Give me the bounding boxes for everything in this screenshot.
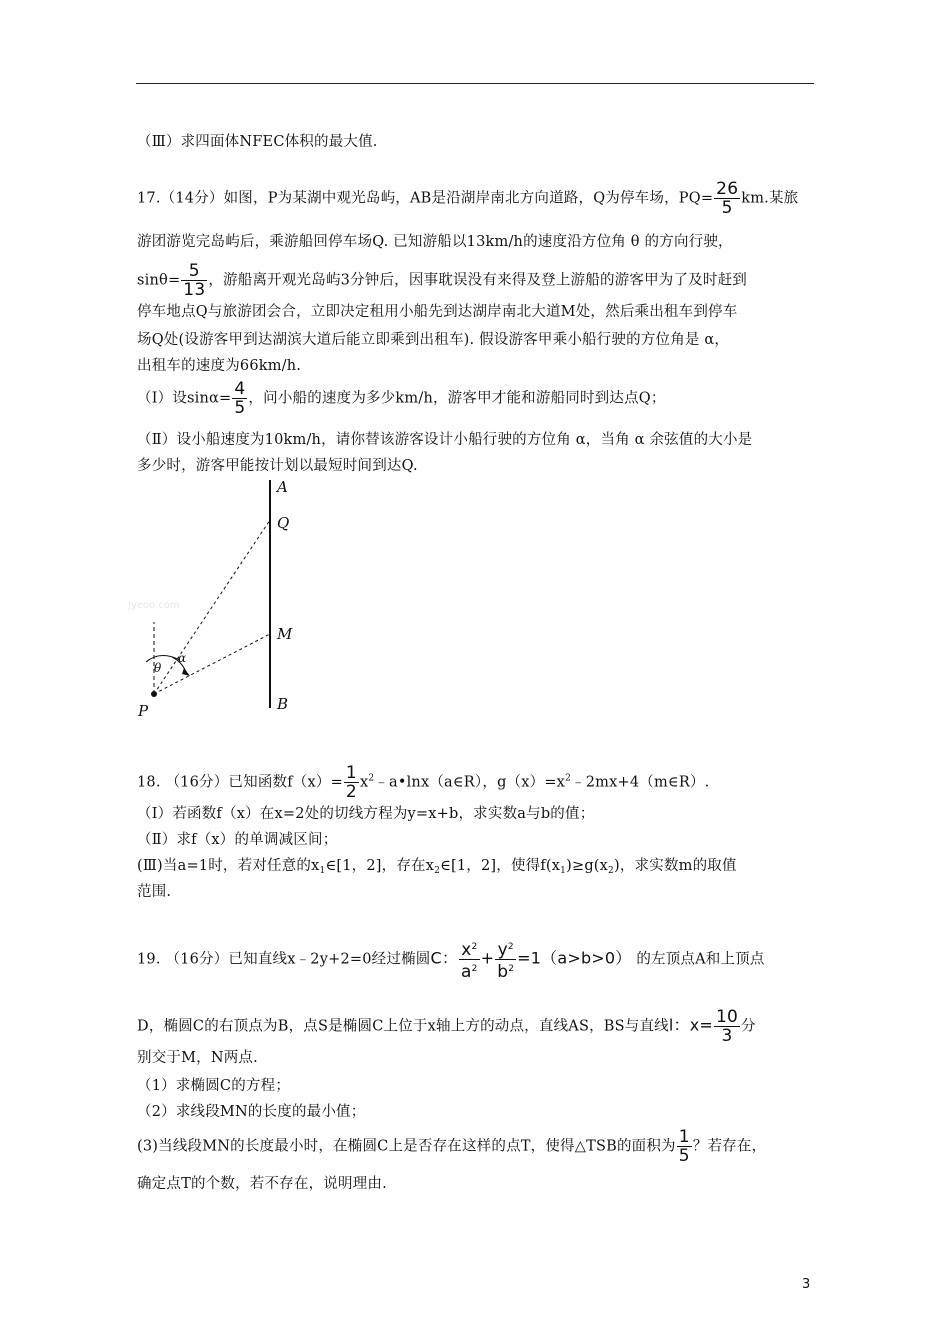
label-theta: θ: [154, 661, 162, 675]
q19-part2: （2）求线段MN的长度的最小值；: [137, 1104, 366, 1120]
x-value-fraction: $\frac{10}{3}$: [716, 1007, 739, 1046]
q16-part3: （Ⅲ）求四面体NFEC体积的最大值.: [137, 134, 378, 150]
q19-part3-line-2: 确定点T的个数，若不存在，说明理由.: [137, 1176, 387, 1192]
q18-part2: （Ⅱ）求f（x）的单调减区间；: [137, 832, 338, 848]
q17-line-6: 出租车的速度为66km/h.: [137, 358, 302, 374]
label-q: Q: [277, 514, 290, 532]
q17-part2-line-1: （Ⅱ）设小船速度为10km/h，请你替该游客设计小船行驶的方位角 α，当角 α 余弦值的大小是: [137, 432, 753, 448]
q17-part1: （Ⅰ）设sinα= $\frac{4}{5}$ ，问小船的速度为多少km/h，游客甲才能和游船同时到达点Q；: [137, 379, 666, 418]
label-b: B: [277, 695, 289, 713]
y2-over-b2: $\frac{y^2}{b^2}$: [497, 940, 515, 982]
q17-part2-line-2: 多少时，游客甲能按计划以最短时间到达Q.: [137, 458, 418, 474]
label-alpha: α: [178, 651, 187, 665]
half-fraction: $\frac{1}{2}$: [345, 763, 357, 802]
q18-part1: （Ⅰ）若函数f（x）在x=2处的切线方程为y=x+b，求实数a与b的值；: [137, 806, 595, 822]
x2-over-a2: $\frac{x^2}{a^2}$: [461, 940, 478, 982]
q18-line-1: 18. （16分）已知函数f（x）= $\frac{1}{2}$ $x^2﹣a•\ln x(a\in R)$，$g(x)=x^2﹣2mx+4(m\in R)$.: [137, 763, 710, 802]
q17-line-2: 游团游览完岛屿后，乘游船回停车场Q. 已知游船以13km/h的速度沿方位角 θ 的方向行驶，: [137, 234, 733, 250]
header-rule: [136, 83, 814, 84]
q17-line-1: 17.（14分）如图，P为某湖中观光岛屿，AB是沿湖岸南北方向道路，Q为停车场，PQ= $\frac{26}{5}$ km.某旅: [137, 179, 799, 218]
geometry-figure: [120, 472, 320, 722]
q19-line-1: 19. （16分）已知直线x﹣2y+2=0经过椭圆C： $\frac{x^2}{a^2}$ + $\frac{y^2}{b^2}$ =1（a>b>0） 的左顶点A和上顶点: [137, 940, 765, 982]
q19-part1: （1）求椭圆C的方程；: [137, 1078, 291, 1094]
sin-theta-fraction: $\frac{5}{13}$: [183, 261, 206, 300]
page-number: 3: [802, 1277, 811, 1292]
label-a: A: [277, 478, 288, 496]
watermark: Jyeoo.com: [128, 600, 180, 611]
label-m: M: [277, 625, 293, 643]
alpha-arrow-icon: [182, 668, 190, 676]
sin-alpha-fraction: $\frac{4}{5}$: [234, 379, 246, 418]
area-fraction: $\frac{1}{5}$: [678, 1127, 690, 1166]
q19-part3: (3)当线段MN的长度最小时，在椭圆C上是否存在这样的点T，使得△TSB的面积为 $\frac{1}{5}$ ？若存在，: [137, 1127, 767, 1166]
pq-fraction: $\frac{26}{5}$: [716, 179, 739, 218]
q19-line-3: 别交于M，N两点.: [137, 1050, 258, 1066]
q18-part3: (Ⅲ)当a=1时，若对任意的$x_1\in[1$，2]，存在$x_2\in[1$，2]，使得$f(x_1)\ge g(x_2)$，求实数m的取值: [137, 858, 737, 876]
point-p: [151, 691, 157, 697]
q18-part3-line-2: 范围.: [137, 884, 172, 900]
label-p: P: [138, 702, 149, 720]
q17-text: 17.（14分）如图，P为某湖中观光岛屿，AB是沿湖岸南北方向道路，Q为停车场，PQ=: [137, 190, 714, 207]
line-pm: [154, 634, 270, 694]
q17-line-4: 停车地点Q与旅游团会合，立即决定租用小船先到达湖岸南北大道M处，然后乘出租车到停车: [137, 304, 738, 320]
q17-line-5: 场Q处(设游客甲到达湖滨大道后能立即乘到出租车). 假设游客甲乘小船行驶的方位角是 α，: [137, 332, 730, 348]
q19-line-2: D，椭圆C的右顶点为B，点S是椭圆C上位于x轴上方的动点，直线AS，BS与直线l：x= $\frac{10}{3}$ 分: [137, 1007, 756, 1046]
q17-line-3: sinθ= $\frac{5}{13}$ ，游船离开观光岛屿3分钟后，因事耽误没有来得及登上游船的游客甲为了及时赶到: [137, 261, 747, 300]
